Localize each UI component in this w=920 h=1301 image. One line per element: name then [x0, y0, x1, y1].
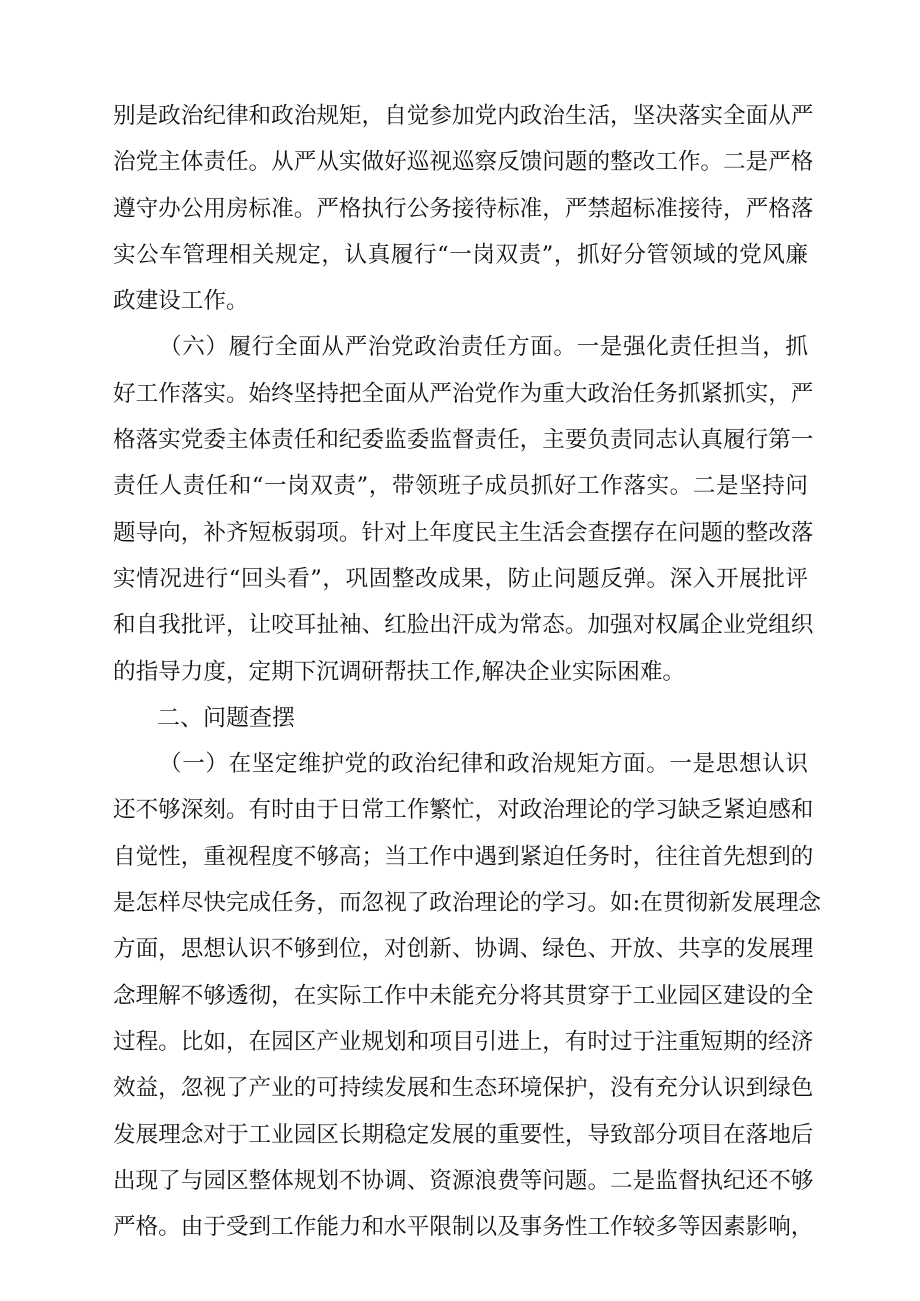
text-line: （六）履行全面从严治党政治责任方面。一是强化责任担当，抓	[159, 334, 808, 361]
text-line: 念理解不够透彻，在实际工作中未能充分将其贯穿于工业园区建设的全	[113, 982, 814, 1009]
paragraph-duty-standards	[113, 93, 814, 324]
text-line: 严格。由于受到工作能力和水平限制以及事务性工作较多等因素影响，	[113, 1214, 814, 1241]
text-line: 还不够深刻。有时由于日常工作繁忙，对政治理论的学习缺乏紧迫感和	[113, 797, 814, 824]
text-line: 和自我批评，让咬耳扯袖、红脸出汗成为常态。加强对权属企业党组织	[113, 612, 814, 639]
paragraph-political-responsibility	[113, 324, 814, 694]
text-line: 治党主体责任。从严从实做好巡视巡察反馈问题的整改工作。二是严格	[113, 149, 814, 176]
text-line: 格落实党委主体责任和纪委监委监督责任，主要负责同志认真履行第一	[113, 427, 814, 454]
text-line: 的指导力度，定期下沉调研帮扶工作,解决企业实际困难。	[113, 658, 686, 685]
section-heading: 二、问题查摆	[157, 704, 295, 731]
text-line: 实公车管理相关规定，认真履行“一岗双责”，抓好分管领域的党风廉	[113, 241, 808, 268]
text-line: 发展理念对于工业园区长期稳定发展的重要性，导致部分项目在落地后	[113, 1121, 814, 1148]
text-line: 责任人责任和“一岗双责”，带领班子成员抓好工作落实。二是坚持问	[113, 473, 808, 500]
text-line: 方面，思想认识不够到位，对创新、协调、绿色、开放、共享的发展理	[113, 936, 814, 963]
text-line: 是怎样尽快完成任务，而忽视了政治理论的学习。如:在贯彻新发展理念	[113, 890, 822, 917]
text-line: 政建设工作。	[113, 288, 249, 315]
text-line: 过程。比如，在园区产业规划和项目引进上，有时过于注重短期的经济	[113, 1028, 814, 1055]
text-line: 遵守办公用房标准。严格执行公务接待标准，严禁超标准接待，严格落	[113, 195, 814, 222]
text-line: 好工作落实。始终坚持把全面从严治党作为重大政治任务抓紧抓实，严	[113, 380, 814, 407]
text-line: 题导向，补齐短板弱项。针对上年度民主生活会查摆存在问题的整改落	[113, 519, 814, 546]
paragraph-problem-review	[113, 741, 822, 1250]
text-line: 出现了与园区整体规划不协调、资源浪费等问题。二是监督执纪还不够	[113, 1167, 814, 1194]
document-page	[113, 93, 822, 1250]
text-line: 别是政治纪律和政治规矩，自觉参加党内政治生活，坚决落实全面从严	[113, 103, 814, 129]
text-line: 自觉性，重视程度不够高；当工作中遇到紧迫任务时，往往首先想到的	[113, 843, 814, 870]
text-line: （一）在坚定维护党的政治纪律和政治规矩方面。一是思想认识	[159, 751, 808, 778]
text-line: 效益，忽视了产业的可持续发展和生态环境保护，没有充分认识到绿色	[113, 1075, 814, 1102]
text-line: 实情况进行“回头看”，巩固整改成果，防止问题反弹。深入开展批评	[113, 565, 808, 592]
